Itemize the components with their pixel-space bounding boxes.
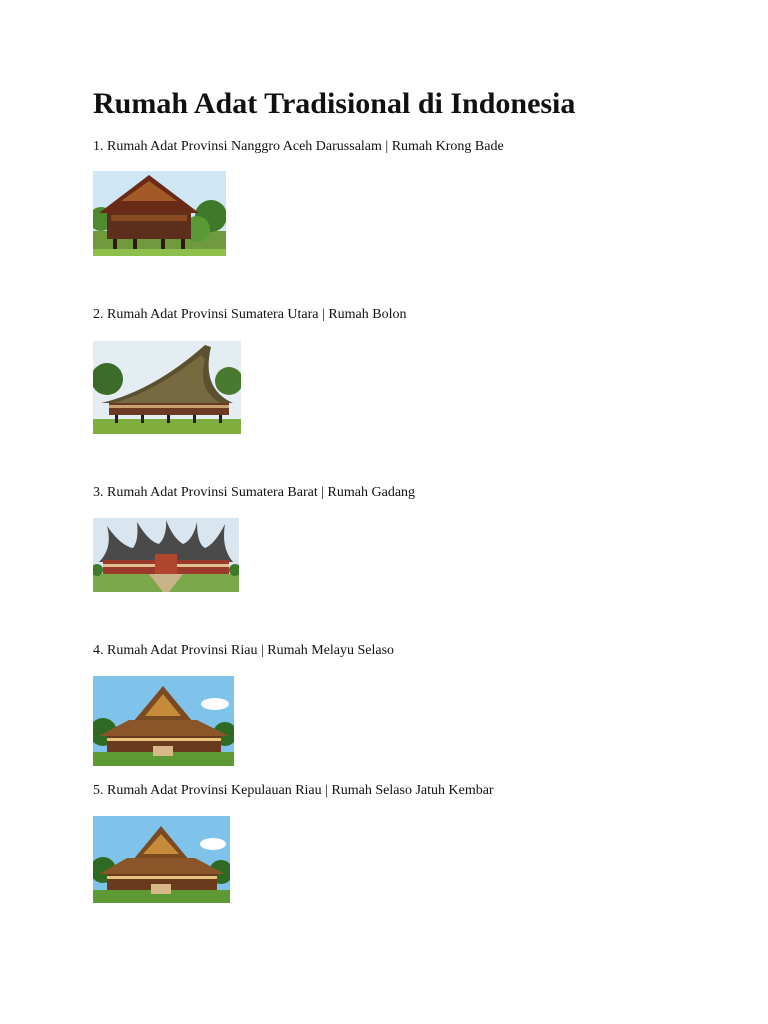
house-photo-bolon	[93, 341, 241, 434]
list-item-text: 5. Rumah Adat Provinsi Kepulauan Riau | Rumah Selaso Jatuh Kembar	[93, 783, 494, 798]
list-item-text: 1. Rumah Adat Provinsi Nanggro Aceh Darussalam | Rumah Krong Bade	[93, 139, 504, 154]
house-photo-selaso-jatuh-kembar	[93, 816, 230, 903]
document-title: Rumah Adat Tradisional di Indonesia	[93, 87, 576, 120]
house-photo-krong-bade	[93, 171, 226, 256]
list-item-text: 4. Rumah Adat Provinsi Riau | Rumah Melayu Selaso	[93, 643, 395, 658]
list-item-text: 3. Rumah Adat Provinsi Sumatera Barat | Rumah Gadang	[93, 485, 416, 500]
list-item-text: 2. Rumah Adat Provinsi Sumatera Utara | Rumah Bolon	[93, 307, 407, 322]
house-photo-gadang	[93, 518, 239, 592]
house-photo-melayu-selaso	[93, 676, 234, 766]
